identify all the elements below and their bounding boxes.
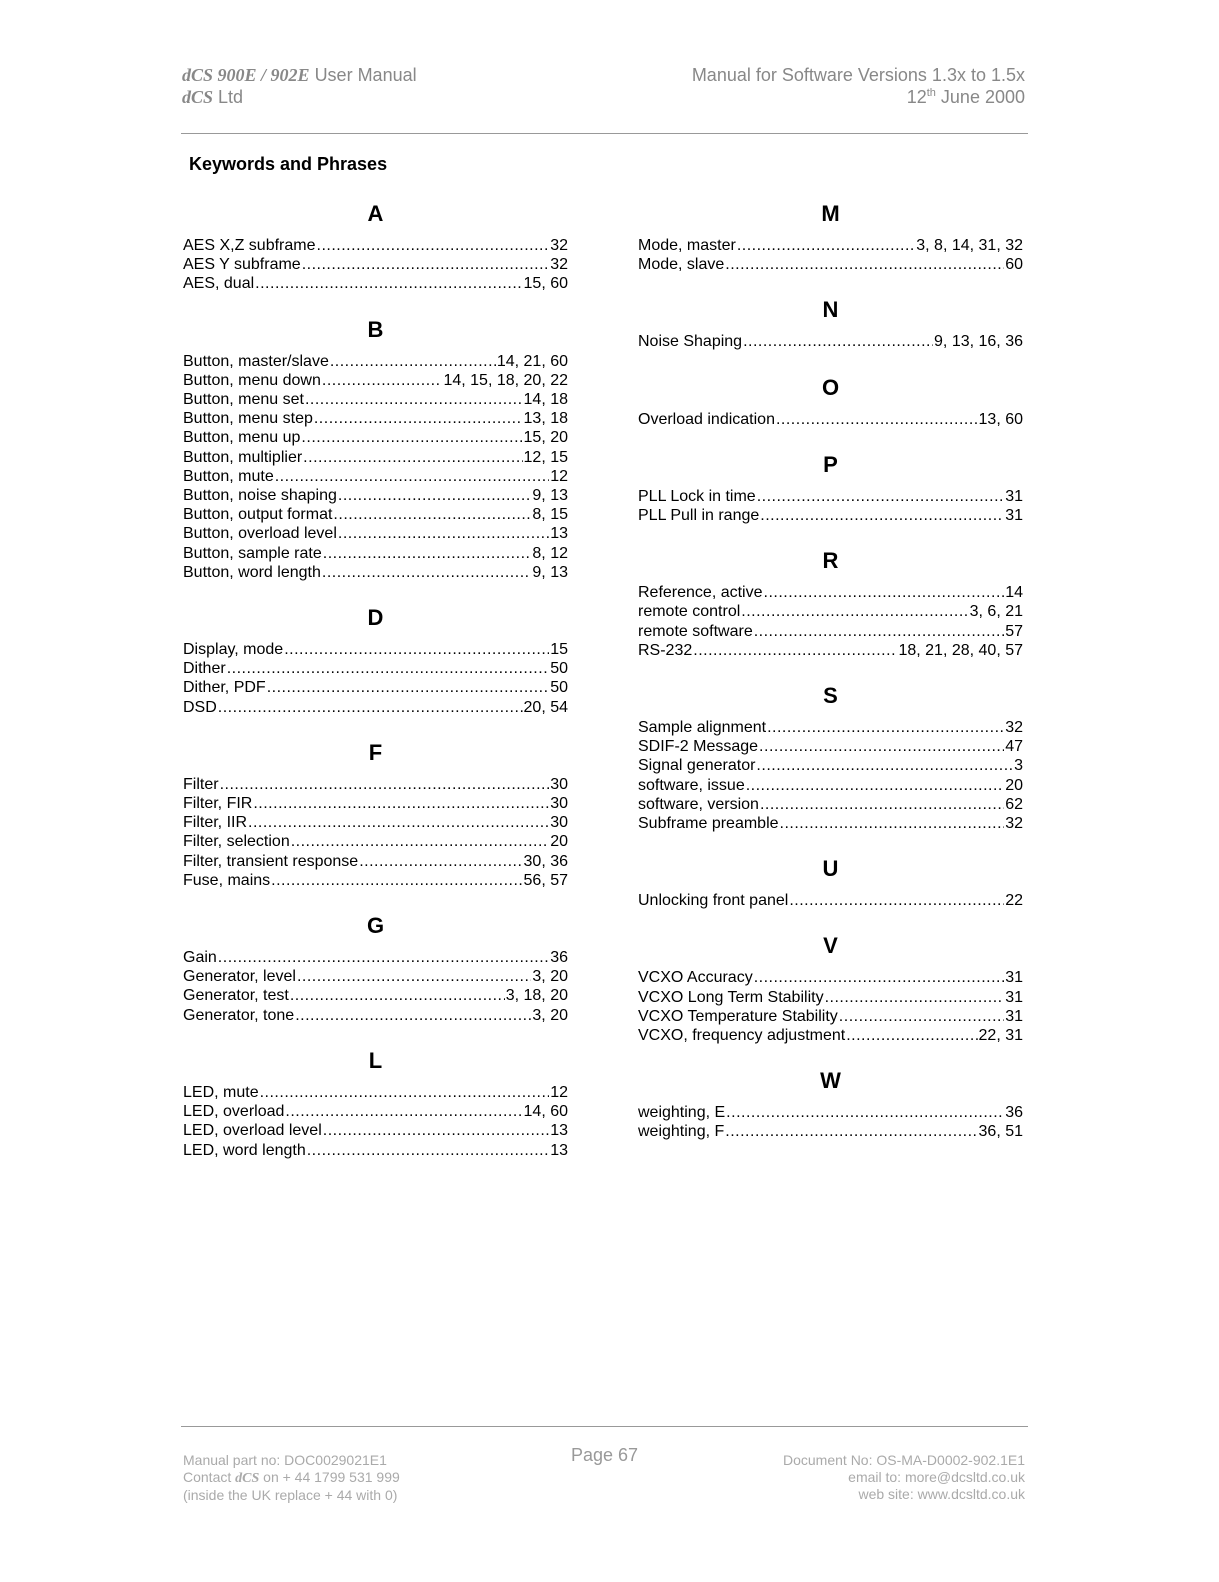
section-title: Keywords and Phrases (189, 154, 388, 174)
index-pages: 15 (550, 641, 568, 659)
index-term: Fuse, mains (183, 871, 271, 889)
group-letter: N (822, 297, 839, 323)
index-pages: 32 (1005, 815, 1023, 833)
group-letter: A (367, 201, 384, 226)
dot-leader (220, 775, 550, 794)
index-term: weighting, F (638, 1123, 725, 1141)
manual-title: User Manual (314, 65, 417, 85)
page-number: Page 67 (570, 1445, 639, 1465)
dot-leader (260, 1083, 550, 1102)
index-pages: 9, 13 (532, 563, 568, 581)
index-term: weighting, E (638, 1104, 726, 1122)
company-suffix: Ltd (218, 87, 244, 107)
index-pages: 60 (1005, 256, 1023, 274)
index-entry (638, 968, 1023, 987)
index-pages: 22, 31 (978, 1027, 1023, 1045)
index-pages: 8, 12 (532, 544, 568, 562)
index-term: PLL Pull in range (638, 507, 760, 525)
dot-leader (756, 756, 1013, 775)
index-term: AES Y subframe (183, 256, 301, 274)
index-pages: 31 (1005, 487, 1023, 505)
index-entry (183, 486, 568, 505)
index-term: software, version (638, 795, 759, 813)
index-entry (638, 622, 1023, 641)
dot-leader (693, 641, 897, 660)
dot-leader (737, 236, 915, 255)
index-term: RS-232 (638, 641, 693, 659)
index-term: Button, mute (183, 467, 274, 485)
index-pages: 14 (1005, 584, 1023, 602)
dot-leader (754, 968, 1005, 987)
index-entry (183, 986, 568, 1005)
index-entry (183, 640, 568, 659)
index-group (183, 200, 568, 294)
index-pages: 31 (1005, 988, 1023, 1006)
index-pages: 20 (550, 833, 568, 851)
index-entry (183, 775, 568, 794)
index-entry (638, 332, 1023, 351)
index-pages: 3 (1014, 757, 1023, 775)
index-term: Display, mode (183, 641, 284, 659)
index-entry (638, 756, 1023, 775)
index-pages: 13, 60 (978, 410, 1023, 428)
index-entry (183, 524, 568, 543)
index-pages: 14, 60 (523, 1103, 568, 1121)
index-group (183, 912, 568, 1025)
dot-leader (743, 332, 933, 351)
index-pages: 15, 60 (523, 275, 568, 293)
index-term: SDIF-2 Message (638, 738, 759, 756)
dot-leader (317, 236, 550, 255)
index-term: Button, menu up (183, 429, 301, 447)
dot-leader (330, 352, 496, 371)
index-term: Button, master/slave (183, 352, 329, 370)
index-pages: 22 (1005, 892, 1023, 910)
index-pages: 3, 8, 14, 31, 32 (916, 237, 1023, 254)
index-pages: 32 (550, 256, 568, 274)
manual-part-number: Manual part no: DOC0029021E1 (183, 1452, 387, 1468)
dot-leader (359, 852, 522, 871)
index-entry (638, 410, 1023, 429)
index-pages: 30 (550, 814, 568, 832)
document-number: Document No: OS-MA-D0002-902.1E1 (783, 1452, 1025, 1468)
index-term: LED, word length (183, 1141, 306, 1159)
group-letter: P (823, 451, 838, 477)
dot-leader (846, 1026, 977, 1045)
dot-leader (297, 967, 531, 986)
header-divider (181, 133, 1028, 134)
index-entry (183, 794, 568, 813)
index-term: Button, multiplier (183, 448, 303, 466)
index-term: LED, mute (183, 1083, 259, 1101)
index-pages: 50 (550, 679, 568, 697)
manual-title-line (182, 64, 417, 86)
index-pages: 9, 13, 16, 36 (934, 333, 1023, 351)
index-group (638, 855, 1023, 910)
index-entry (638, 1122, 1023, 1141)
index-group (638, 296, 1023, 351)
index-term: Unlocking front panel (638, 892, 789, 910)
index-term: DSD (183, 698, 217, 716)
index-group (638, 374, 1023, 429)
index-term: software, issue (638, 776, 745, 794)
index-entry (638, 1103, 1023, 1122)
index-term: Filter, FIR (183, 795, 253, 813)
index-entry (638, 814, 1023, 833)
index-entry (183, 448, 568, 467)
index-entry (638, 236, 1023, 255)
index-entry (183, 698, 568, 717)
index-term: AES, dual (183, 275, 255, 293)
index-entry (183, 274, 568, 293)
dot-leader (255, 274, 522, 293)
index-pages: 31 (1005, 969, 1023, 987)
index-pages: 14, 18 (523, 391, 568, 409)
group-letter: L (368, 1047, 383, 1073)
dot-leader (726, 1103, 1004, 1122)
index-entry (183, 659, 568, 678)
index-pages: 56, 57 (523, 871, 568, 889)
index-entry (183, 428, 568, 447)
contact-email[interactable]: email to: more@dcsltd.co.uk (848, 1469, 1025, 1485)
index-entry (183, 255, 568, 274)
index-pages: 36 (1005, 1104, 1023, 1122)
dot-leader (275, 467, 549, 486)
dot-leader (725, 255, 1004, 274)
dot-leader (291, 832, 549, 851)
index-pages: 12, 15 (523, 448, 568, 466)
index-term: Dither (183, 660, 226, 678)
brand-logo: dCS 900E / 902E (182, 65, 310, 85)
dot-leader (285, 1102, 522, 1121)
index-entry (183, 236, 568, 255)
index-entry (183, 390, 568, 409)
index-column-right (638, 200, 1023, 1164)
index-entry (183, 852, 568, 871)
company-line (182, 86, 417, 108)
dot-leader (825, 988, 1005, 1007)
publication-date: 12th June 2000 (906, 87, 1025, 107)
group-letter: D (367, 605, 384, 631)
index-entry (638, 255, 1023, 274)
dot-leader (218, 698, 523, 717)
index-entry (183, 1006, 568, 1025)
index-group (183, 739, 568, 890)
group-letter: R (822, 548, 839, 574)
index-term: Generator, level (183, 968, 296, 986)
index-term: VCXO Long Term Stability (638, 988, 824, 1006)
index-entry (183, 678, 568, 697)
index-column-left (183, 200, 568, 1182)
dot-leader (725, 1122, 977, 1141)
index-entry (183, 352, 568, 371)
index-pages: 47 (1005, 738, 1023, 756)
index-group (638, 547, 1023, 660)
dot-leader (314, 409, 523, 428)
index-pages: 13 (550, 1122, 568, 1140)
index-pages: 36, 51 (978, 1123, 1023, 1141)
header-right (692, 64, 1025, 108)
index-entry (638, 1007, 1023, 1026)
index-group (638, 932, 1023, 1045)
index-term: VCXO, frequency adjustment (638, 1027, 846, 1045)
dot-leader (307, 1141, 549, 1160)
index-term: Signal generator (638, 757, 756, 775)
index-entry (183, 467, 568, 486)
index-term: remote control (638, 603, 741, 621)
index-group (638, 451, 1023, 525)
index-term: Button, menu step (183, 410, 313, 428)
index-pages: 31 (1005, 1007, 1023, 1025)
index-pages: 30, 36 (523, 852, 568, 870)
index-term: Generator, tone (183, 1006, 295, 1024)
group-letter: S (823, 683, 838, 709)
index-group (638, 682, 1023, 833)
company-brand: dCS (182, 87, 214, 107)
dot-leader (780, 814, 1005, 833)
group-letter: B (367, 316, 384, 342)
dot-leader (271, 871, 522, 890)
dot-leader (333, 505, 531, 524)
dot-leader (290, 986, 505, 1005)
index-term: Button, menu set (183, 391, 304, 409)
index-pages: 3, 6, 21 (969, 603, 1023, 621)
index-entry (638, 737, 1023, 756)
group-letter: F (368, 739, 383, 765)
index-term: Gain (183, 949, 217, 967)
dot-leader (253, 794, 549, 813)
index-term: Noise Shaping (638, 333, 743, 351)
index-pages: 13, 18 (523, 410, 568, 428)
group-letter: W (820, 1068, 841, 1094)
index-entry (638, 506, 1023, 525)
dot-leader (741, 602, 968, 621)
dot-leader (760, 795, 1004, 814)
index-term: AES X,Z subframe (183, 237, 316, 254)
index-entry (183, 967, 568, 986)
index-term: Reference, active (638, 584, 763, 602)
index-entry (638, 641, 1023, 660)
index-pages: 12 (550, 467, 568, 485)
index-term: PLL Lock in time (638, 487, 756, 505)
dot-leader (764, 583, 1005, 602)
index-pages: 12 (550, 1083, 568, 1101)
index-entry (183, 1121, 568, 1140)
software-versions: Manual for Software Versions 1.3x to 1.5x (691, 65, 1025, 85)
index-term: VCXO Accuracy (638, 969, 753, 987)
index-pages: 13 (550, 525, 568, 543)
index-pages: 9, 13 (532, 487, 568, 505)
index-term: Button, sample rate (183, 544, 322, 562)
index-group (638, 1067, 1023, 1141)
index-pages: 18, 21, 28, 40, 57 (898, 641, 1023, 659)
index-entry (638, 718, 1023, 737)
index-group (638, 200, 1023, 274)
index-term: Button, overload level (183, 525, 337, 543)
index-term: Filter (183, 775, 219, 793)
index-entry (638, 776, 1023, 795)
index-pages: 14, 15, 18, 20, 22 (443, 371, 568, 389)
dot-leader (839, 1007, 1004, 1026)
index-pages: 3, 20 (532, 968, 568, 986)
index-entry (183, 1102, 568, 1121)
index-term: Subframe preamble (638, 815, 779, 833)
group-letter: M (821, 201, 840, 226)
index-term: Filter, transient response (183, 852, 359, 870)
website[interactable]: web site: www.dcsltd.co.uk (858, 1486, 1025, 1502)
group-letter: V (823, 933, 838, 959)
dot-leader (767, 718, 1004, 737)
dot-leader (284, 640, 549, 659)
index-entry (638, 602, 1023, 621)
index-pages: 20 (1005, 776, 1023, 794)
dot-leader (323, 1121, 549, 1140)
index-pages: 13 (550, 1141, 568, 1159)
index-pages: 15, 20 (523, 429, 568, 447)
index-pages: 32 (1005, 719, 1023, 737)
index-pages: 3, 18, 20 (505, 987, 568, 1005)
index-term: LED, overload level (183, 1122, 322, 1140)
index-term: LED, overload (183, 1103, 285, 1121)
dot-leader (248, 813, 549, 832)
dot-leader (757, 487, 1005, 506)
index-entry (183, 1141, 568, 1160)
index-pages: 20, 54 (523, 698, 568, 716)
index-entry (183, 832, 568, 851)
dot-leader (338, 524, 549, 543)
dot-leader (323, 544, 532, 563)
index-term: Button, word length (183, 563, 321, 581)
index-group (183, 1047, 568, 1160)
index-group (183, 604, 568, 717)
index-term: Sample alignment (638, 719, 767, 737)
index-term: Button, output format (183, 506, 333, 524)
footer-divider (181, 1426, 1028, 1427)
index-pages: 57 (1005, 622, 1023, 640)
index-pages: 30 (550, 795, 568, 813)
index-term: Overload indication (638, 410, 775, 428)
dot-leader (760, 506, 1004, 525)
index-entry (638, 487, 1023, 506)
dot-leader (746, 776, 1004, 795)
contact-phone: Contact dCS on + 44 1799 531 999 (183, 1469, 400, 1486)
index-entry (183, 871, 568, 890)
dot-leader (301, 428, 522, 447)
dot-leader (267, 678, 550, 697)
footer-right (783, 1452, 1025, 1503)
uk-dialing-note: (inside the UK replace + 44 with 0) (183, 1487, 398, 1503)
index-entry (638, 891, 1023, 910)
dot-leader (338, 486, 532, 505)
index-entry (638, 988, 1023, 1007)
index-pages: 8, 15 (532, 506, 568, 524)
index-entry (638, 795, 1023, 814)
index-pages: 62 (1005, 795, 1023, 813)
index-pages: 50 (550, 660, 568, 678)
index-term: Button, noise shaping (183, 487, 337, 505)
group-letter: U (822, 856, 839, 882)
index-term: remote software (638, 622, 753, 640)
index-entry (638, 583, 1023, 602)
index-pages: 14, 21, 60 (496, 352, 568, 370)
dot-leader (789, 891, 1004, 910)
index-pages: 3, 20 (532, 1006, 568, 1024)
dot-leader (227, 659, 550, 678)
index-term: Filter, selection (183, 833, 290, 851)
dot-leader (322, 563, 532, 582)
dot-leader (754, 622, 1004, 641)
group-letter: O (821, 374, 840, 400)
index-entry (183, 563, 568, 582)
index-term: VCXO Temperature Stability (638, 1007, 838, 1025)
index-entry (183, 409, 568, 428)
index-pages: 32 (550, 237, 568, 254)
index-entry (183, 948, 568, 967)
index-pages: 30 (550, 775, 568, 793)
dot-leader (305, 390, 523, 409)
index-entry (183, 813, 568, 832)
index-entry (183, 505, 568, 524)
index-term: Filter, IIR (183, 814, 248, 832)
dot-leader (776, 410, 978, 429)
dot-leader (295, 1006, 531, 1025)
index-pages: 36 (550, 949, 568, 967)
index-entry (183, 544, 568, 563)
index-group (183, 316, 568, 582)
header-left (182, 64, 417, 108)
dot-leader (322, 371, 443, 390)
index-term: Dither, PDF (183, 679, 266, 697)
dot-leader (303, 448, 522, 467)
index-entry (183, 1083, 568, 1102)
index-term: Mode, master (638, 237, 736, 254)
group-letter: G (366, 913, 385, 939)
index-entry (183, 371, 568, 390)
index-term: Button, menu down (183, 371, 321, 389)
dot-leader (302, 255, 550, 274)
index-term: Generator, test (183, 987, 289, 1005)
dot-leader (218, 948, 549, 967)
index-pages: 31 (1005, 507, 1023, 525)
index-term: Mode, slave (638, 256, 725, 274)
index-entry (638, 1026, 1023, 1045)
dot-leader (759, 737, 1004, 756)
